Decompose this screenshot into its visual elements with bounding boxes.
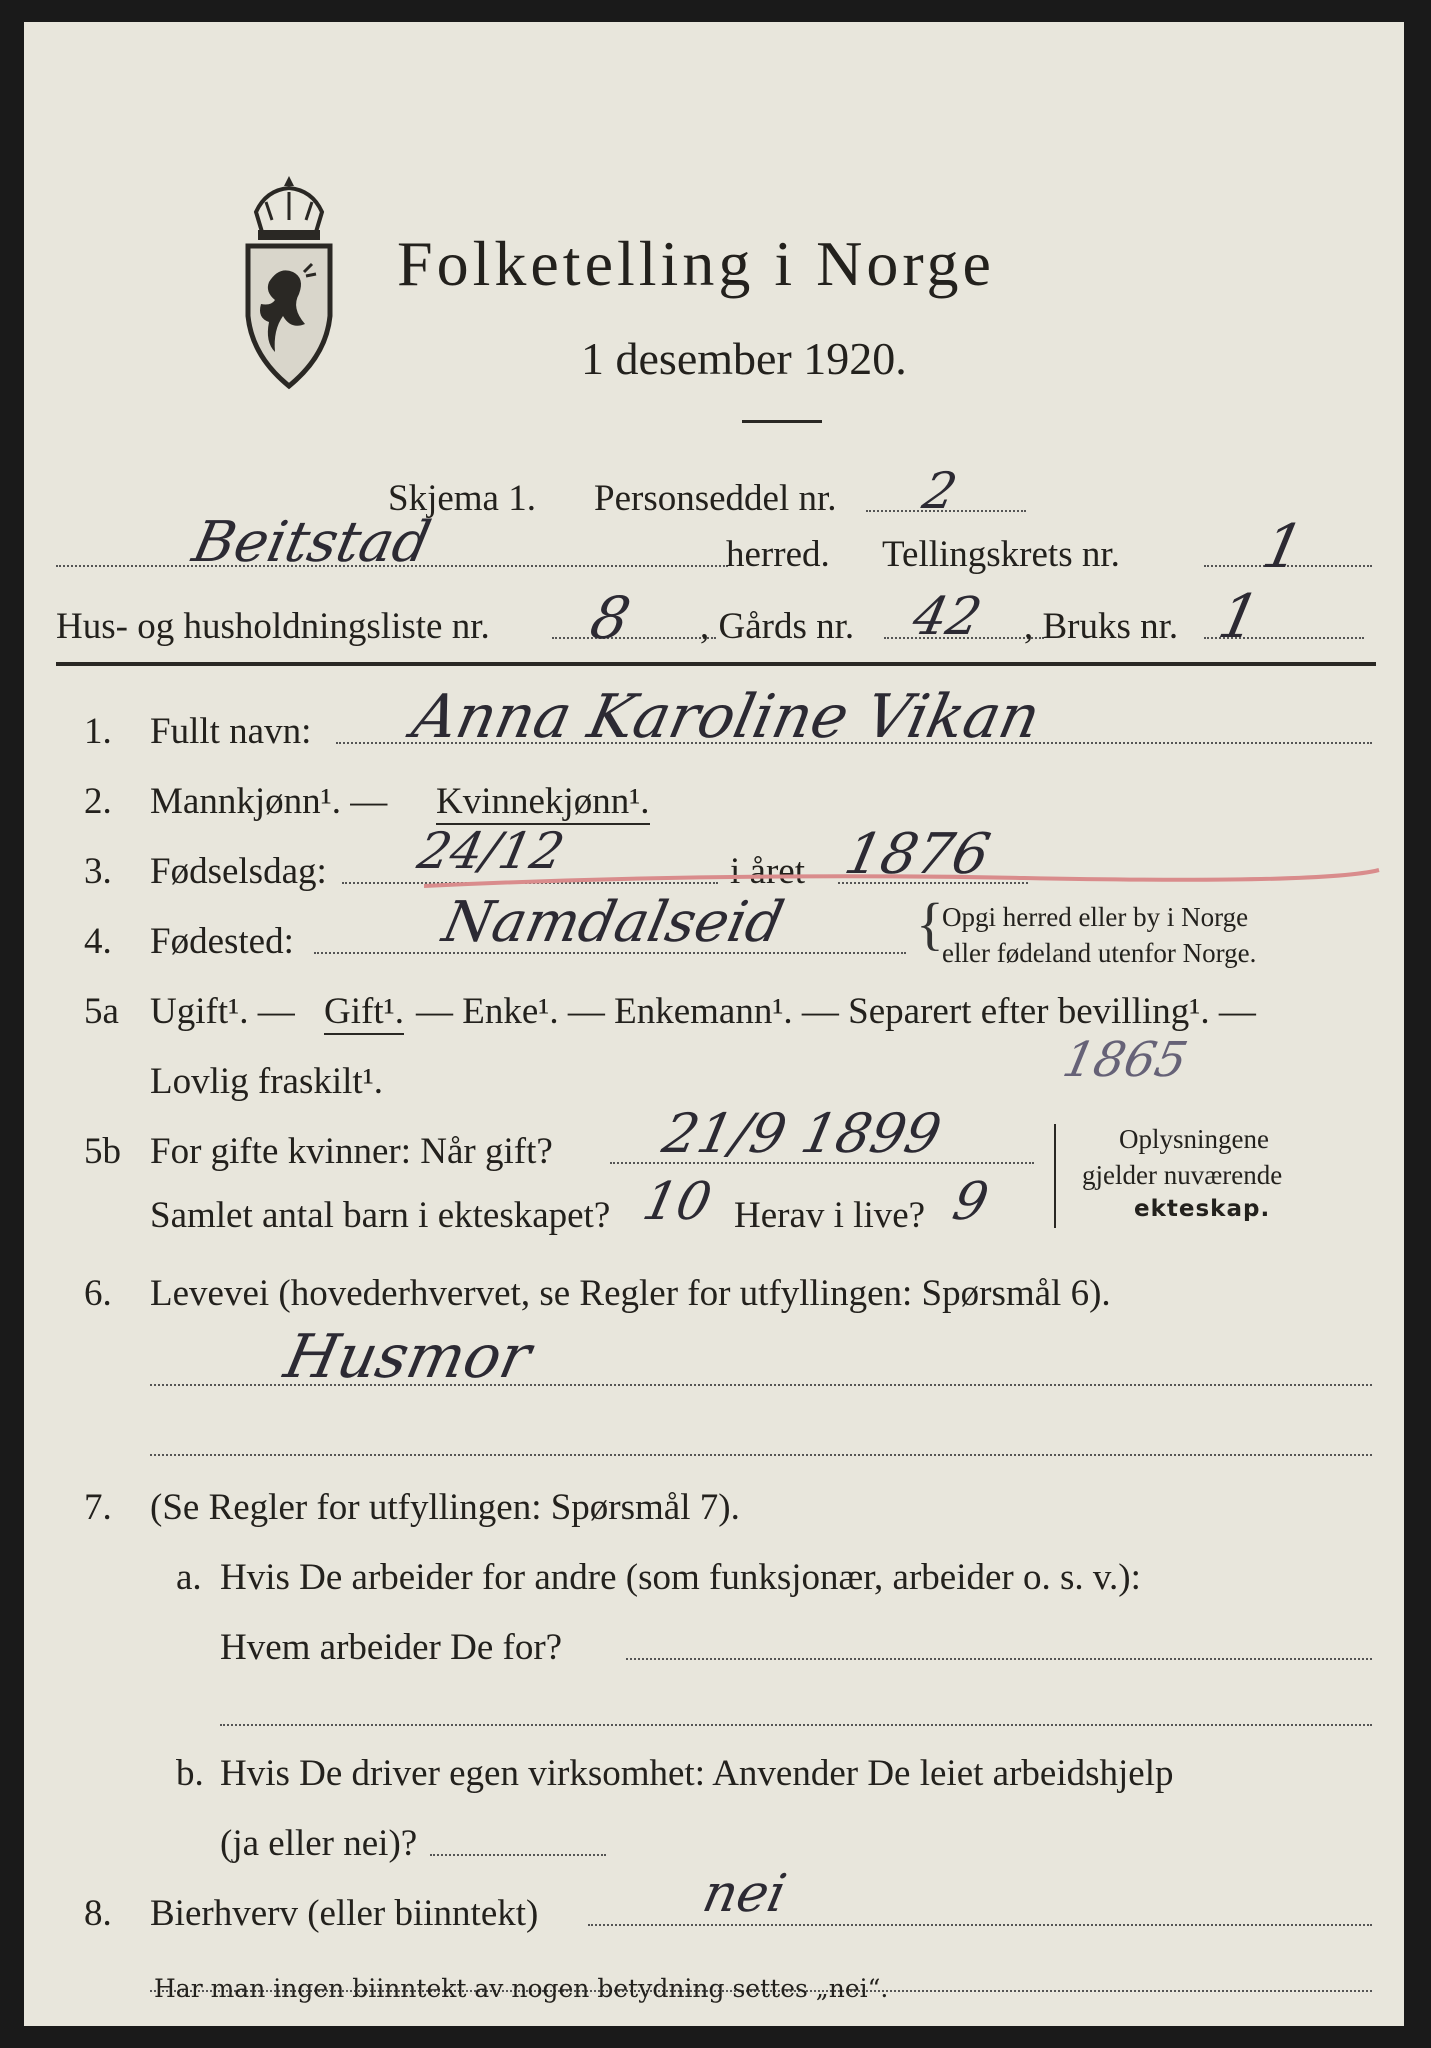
q8-number: 8. <box>84 1893 112 1934</box>
q6-label: Levevei (hovederhvervet, se Regler for utfyllingen: Spørsmål 6). <box>150 1273 1111 1314</box>
tellingskrets-value: 1 <box>1256 512 1310 582</box>
q7a-label2: Hvem arbeider De for? <box>220 1627 563 1668</box>
personseddel-label: Personseddel nr. <box>594 478 837 519</box>
q5b-note-line1: Oplysningene <box>1119 1124 1269 1154</box>
q6-field-line-2 <box>150 1454 1372 1456</box>
q7b-number: b. <box>176 1753 204 1794</box>
gards-value: 42 <box>907 587 987 647</box>
q5b-children-value: 10 <box>637 1172 717 1232</box>
hus-field-line <box>552 637 716 639</box>
q6-field-line-1 <box>150 1384 1372 1386</box>
census-date: 1 desember 1920. <box>581 333 907 384</box>
bruks-value: 1 <box>1212 582 1266 652</box>
coat-of-arms-emblem <box>234 172 344 392</box>
q7-number: 7. <box>84 1487 112 1528</box>
q4-brace: { <box>916 891 944 956</box>
q7b-field-line <box>430 1854 606 1856</box>
hus-value: 8 <box>584 584 637 652</box>
q5a-ugift: Ugift¹. — <box>150 991 295 1032</box>
q5b-note-bracket <box>1054 1124 1056 1228</box>
q7a-field-line-1 <box>626 1658 1372 1660</box>
q5b-children-label: Samlet antal barn i ekteskapet? <box>150 1195 611 1236</box>
q3-number: 3. <box>84 851 112 892</box>
q5a-number: 5a <box>84 991 119 1032</box>
q4-note-line2: eller fødeland utenfor Norge. <box>942 938 1257 968</box>
page-title: Folketelling i Norge <box>397 228 995 299</box>
footer-note: Har man ingen biinntekt av nogen betydning settes „nei“. <box>154 1974 889 2003</box>
q4-note-line1: Opgi herred eller by i Norge <box>942 902 1249 932</box>
hus-label: Hus- og husholdningsliste nr. <box>56 606 490 647</box>
q7a-label: Hvis De arbeider for andre (som funksjonær, arbeider o. s. v.): <box>220 1557 1141 1598</box>
q3-birth-year: 1876 <box>839 822 996 887</box>
personseddel-value: 2 <box>917 462 962 520</box>
q3-label: Fødselsdag: <box>150 851 327 892</box>
q1-full-name: Anna Karoline Vikan <box>406 682 1047 752</box>
header-rule <box>56 662 1376 666</box>
q5a-line2: Lovlig fraskilt¹. <box>150 1061 384 1102</box>
q5b-note-line2: gjelder nuværende <box>1082 1160 1283 1190</box>
q1-label: Fullt navn: <box>150 711 312 752</box>
q4-birthplace: Namdalseid <box>437 890 790 955</box>
q5b-married-date: 21/9 1899 <box>657 1102 947 1165</box>
herred-value: Beitstad <box>187 510 437 575</box>
q6-number: 6. <box>84 1273 112 1314</box>
bruks-label: , Bruks nr. <box>1024 606 1179 647</box>
q6-occupation: Husmor <box>278 1322 537 1392</box>
q8-label: Bierhverv (eller biinntekt) <box>150 1893 539 1934</box>
q5b-label: For gifte kvinner: Når gift? <box>150 1131 553 1172</box>
q3-birth-day: 24/12 <box>412 822 570 880</box>
title-divider <box>742 420 822 423</box>
q7b-label2: (ja eller nei)? <box>220 1823 418 1864</box>
q5b-alive-value: 9 <box>947 1172 994 1232</box>
q4-label: Fødested: <box>150 921 294 962</box>
q5a-margin-note: 1865 <box>1058 1032 1193 1088</box>
q7b-label: Hvis De driver egen virksomhet: Anvender De leiet arbeidshjelp <box>220 1753 1174 1794</box>
q5b-alive-label: Herav i live? <box>734 1195 926 1236</box>
q2-female-selected: Kvinnekjønn¹. <box>436 780 650 825</box>
census-form <box>24 22 1404 2026</box>
q5b-note-line3: ekteskap. <box>1134 1196 1271 1222</box>
q7-label: (Se Regler for utfyllingen: Spørsmål 7). <box>150 1487 740 1528</box>
q5a-gift-selected: Gift¹. <box>324 990 404 1035</box>
skjema-label: Skjema 1. <box>388 478 536 519</box>
herred-label: herred. <box>726 534 830 575</box>
q2-male: Mannkjønn¹. — <box>150 781 388 822</box>
q4-number: 4. <box>84 921 112 962</box>
q2-number: 2. <box>84 781 112 822</box>
q1-number: 1. <box>84 711 112 752</box>
gards-label: , Gårds nr. <box>700 606 855 647</box>
q5b-number: 5b <box>84 1131 121 1172</box>
q7a-number: a. <box>176 1557 202 1598</box>
tellingskrets-label: Tellingskrets nr. <box>882 534 1120 575</box>
q8-value: nei <box>697 1864 792 1924</box>
q3-year-label: i året <box>730 851 805 892</box>
q7a-field-line-2 <box>220 1724 1372 1726</box>
q5a-options: — Enke¹. — Enkemann¹. — Separert efter bevilling¹. — <box>416 991 1256 1032</box>
q8-field-line-1 <box>588 1924 1372 1926</box>
